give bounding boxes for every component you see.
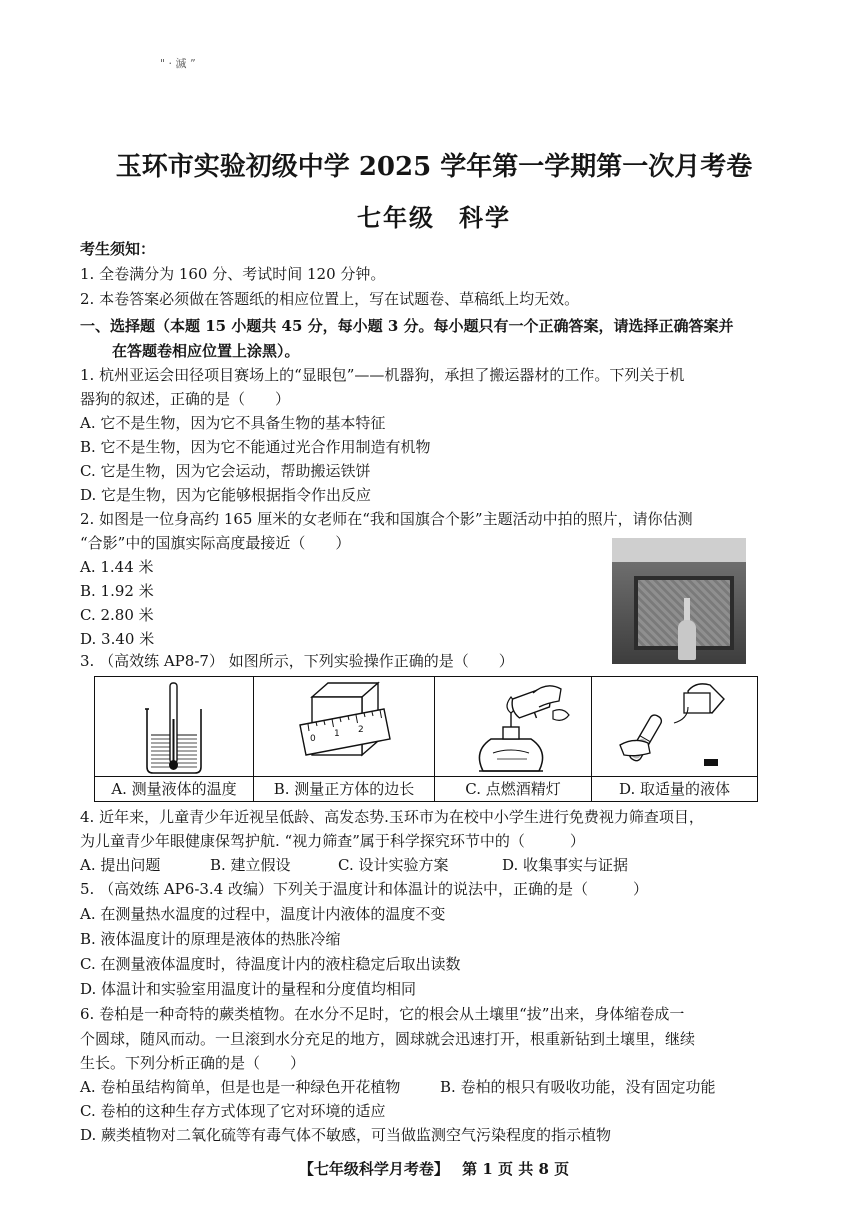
- subtitle-grade: 七年级: [357, 203, 435, 232]
- q6-option-c: C. 卷柏的这种生存方式体现了它对环境的适应: [80, 1102, 386, 1120]
- beaker-thermometer-icon: [95, 679, 253, 777]
- exam-subtitle: [0, 198, 868, 233]
- caption-d: D. 取适量的液体: [592, 776, 757, 801]
- q1-option-a: A. 它不是生物，因为它不具备生物的基本特征: [80, 414, 386, 432]
- ruler-tick-2: 2: [358, 725, 364, 735]
- q6-stem-cont: 生长。下列分析正确的是（ ）: [80, 1054, 306, 1072]
- q6-stem: 6. 卷柏是一种奇特的蕨类植物。在水分不足时，它的根会从土壤里“拔”出来，身体缩卷成一: [80, 1005, 685, 1023]
- cube-ruler-icon: [254, 679, 434, 777]
- q4-option-a: A. 提出问题: [80, 856, 161, 874]
- experiment-table: [94, 676, 758, 802]
- q1-option-d: D. 它是生物，因为它能够根据指令作出反应: [80, 486, 372, 504]
- experiment-cell-c: [435, 677, 592, 801]
- notice-heading: 考生须知：: [80, 240, 156, 258]
- exam-title: 玉环市实验初级中学 2025 学年第一学期第一次月考卷: [115, 152, 753, 182]
- flag-photo: [612, 538, 746, 664]
- section-heading-cont: 在答题卷相应位置上涂黑）。: [112, 342, 300, 360]
- section-heading: 一、选择题（本题 15 小题共 45 分，每小题 3 分。每小题只有一个正确答案，请选择正确答案并: [80, 317, 734, 335]
- photo-person: [678, 620, 696, 660]
- q1-option-c: C. 它是生物，因为它会运动，帮助搬运铁饼: [80, 462, 371, 480]
- footer-page-number: 第 1 页 共 8 页: [462, 1160, 570, 1178]
- q5-stem: 5. （高效练 AP6-3.4 改编）下列关于温度计和体温计的说法中，正确的是（ ）: [80, 880, 649, 898]
- pour-liquid-icon: [592, 679, 757, 777]
- q6-option-a: A. 卷柏虽结构简单，但是也是一种绿色开花植物: [80, 1078, 401, 1096]
- q5-option-b: B. 液体温度计的原理是液体的热胀冷缩: [80, 930, 341, 948]
- notice-item: 1. 全卷满分为 160 分、考试时间 120 分钟。: [80, 265, 386, 283]
- q6-option-d: D. 蕨类植物对二氧化硫等有毒气体不敏感，可当做监测空气污染程度的指示植物: [80, 1126, 612, 1144]
- q4-stem-cont: 为儿童青少年眼健康保驾护航. “视力筛查”属于科学探究环节中的（ ）: [80, 832, 585, 850]
- footer-label: 【七年级科学月考卷】: [298, 1160, 449, 1178]
- top-mark: " · 滅 ”: [160, 57, 196, 70]
- q1-option-b: B. 它不是生物，因为它不能通过光合作用制造有机物: [80, 438, 431, 456]
- alcohol-lamp-icon: [435, 679, 591, 777]
- subtitle-subject: 科学: [459, 203, 511, 232]
- page-footer: [0, 1158, 868, 1179]
- experiment-cell-a: [95, 677, 254, 801]
- q6-stem-cont: 个圆球，随风而动。一旦滚到水分充足的地方，圆球就会迅速打开，根重新钻到土壤里，继续: [80, 1030, 696, 1048]
- q5-option-c: C. 在测量液体温度时，待温度计内的液柱稳定后取出读数: [80, 955, 461, 973]
- q1-stem-cont: 器狗的叙述，正确的是（ ）: [80, 390, 291, 408]
- q2-option-b: B. 1.92 米: [80, 582, 154, 600]
- experiment-cell-b: [254, 677, 435, 801]
- q5-option-a: A. 在测量热水温度的过程中，温度计内液体的温度不变: [80, 905, 446, 923]
- experiment-cell-d: [592, 677, 757, 801]
- q2-option-a: A. 1.44 米: [80, 558, 154, 576]
- q3-stem: 3. （高效练 AP8-7） 如图所示，下列实验操作正确的是（ ）: [80, 652, 514, 670]
- q2-option-c: C. 2.80 米: [80, 606, 154, 624]
- q2-stem-cont: “合影”中的国旗实际高度最接近（ ）: [80, 534, 351, 552]
- q5-option-d: D. 体温计和实验室用温度计的量程和分度值均相同: [80, 980, 417, 998]
- q6-option-b: B. 卷柏的根只有吸收功能，没有固定功能: [440, 1078, 716, 1096]
- q2-stem: 2. 如图是一位身高约 165 厘米的女老师在“我和国旗合个影”主题活动中拍的照片，请你估测: [80, 510, 693, 528]
- q1-stem: 1. 杭州亚运会田径项目赛场上的“显眼包”——机器狗，承担了搬运器材的工作。下列关于机: [80, 366, 685, 384]
- caption-a: A. 测量液体的温度: [95, 776, 253, 801]
- caption-b: B. 测量正方体的边长: [254, 776, 434, 801]
- q4-option-d: D. 收集事实与证据: [502, 856, 629, 874]
- q4-stem: 4. 近年来，儿童青少年近视呈低龄、高发态势.玉环市为在校中小学生进行免费视力筛查项目，: [80, 808, 704, 826]
- notice-item: 2. 本卷答案必须做在答题纸的相应位置上，写在试题卷、草稿纸上均无效。: [80, 290, 580, 308]
- q4-option-b: B. 建立假设: [210, 856, 291, 874]
- caption-c: C. 点燃酒精灯: [435, 776, 591, 801]
- q4-option-c: C. 设计实验方案: [338, 856, 449, 874]
- q2-option-d: D. 3.40 米: [80, 630, 155, 648]
- ruler-tick-0: 0: [310, 734, 316, 744]
- ruler-tick-1: 1: [334, 729, 340, 739]
